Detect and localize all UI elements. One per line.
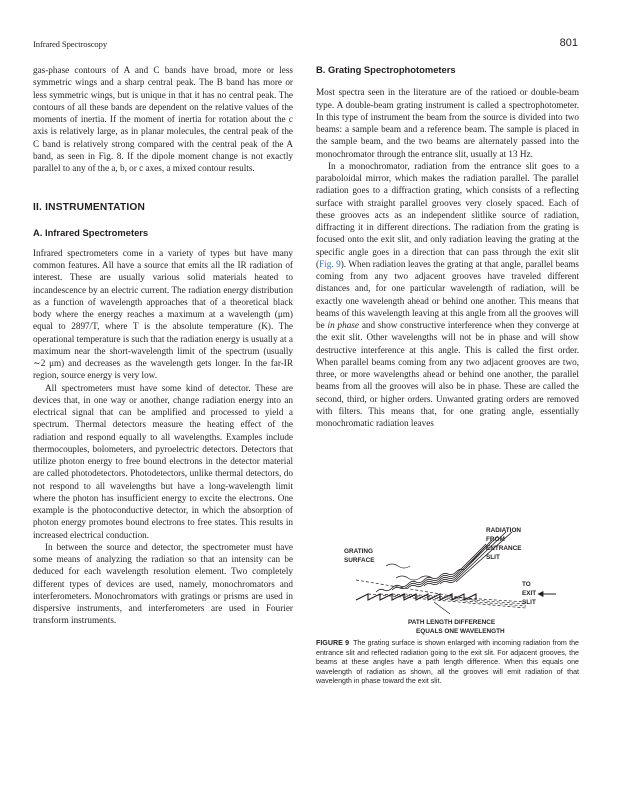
grating-diagram [316,520,579,635]
label-exit: EXIT [522,590,537,597]
section-heading-instrumentation: II. INSTRUMENTATION [33,202,146,214]
in-phase-emphasis: in phase [327,320,359,330]
label-radiation: RADIATION [486,527,522,534]
right-paragraph-2-part-a: In a monochromator, radiation from the entrance slit goes to a paraboloidal mirror, which makes the radiation parallel. The parallel radiation goes to a diffraction grating, which consists of a reflecting surface with straight parallel grooves very closely spaced. Each of these grooves acts as an independent slitlike source of radiation, diffracting it in different directions. The radiation from the grating is focused onto the exit slit, and only radiation leaving the grating at the specific angle goes in a direction that can pass through the exit slit ( [316,160,579,269]
figure-9-link[interactable]: Fig. 9 [319,258,341,269]
label-slit-entrance: SLIT [486,554,500,561]
label-surface: SURFACE [344,557,375,564]
right-paragraph-2-part-c: and show constructive interference when they converge at the exit slit. Other wavelengths will not be in phase and will show destructive interference at this angle. This is called the first order. When parallel beams coming from any two adjacent grooves are two, three, or more wavelengths ahead or behind one another, the parallel beams from all the grooves will also be in phase. These are called the second, third, or higher orders. Unwanted grating orders are removed with filters. This means that, for one grating angle, essentially monochromatic radiation leaves [316,320,580,428]
left-paragraph-3: All spectrometers must have some kind of detector. These are devices that, in one way or another, change radiation energy into an electrical signal that can be amplified and processed to yield a spectrum. Thermal detectors measure the heating effect of the radiation and respond equally to all wavelengths. Examples include thermocouples, bolometers, and pyroelectric detectors. Detectors that utilize photon energy to free bound electrons in the detector material are called photodetectors. Photodetectors, unlike thermal detectors, do not respond to all wavelengths but have a long-wavelength limit where the photon has insufficient energy to excite the electrons. One example is the photoconductive detector, in which the absorption of photon energy promotes bound electrons to free states. This results in increased electrical conduction. [33,382,293,540]
right-column [316,64,579,429]
label-grating: GRATING [344,548,373,555]
label-slit-exit: SLIT [522,599,536,606]
running-head: Infrared Spectroscopy [33,39,108,49]
right-paragraph-2 [316,160,579,430]
figure-caption [316,639,579,687]
figure-9 [316,520,579,687]
left-column [33,64,293,627]
subsection-heading-grating-spectrophotometers: B. Grating Spectrophotometers [316,64,456,75]
label-from: FROM [486,536,505,543]
label-equals-one-wavelength: EQUALS ONE WAVELENGTH [416,628,505,635]
left-paragraph-4: In between the source and detector, the spectrometer must have some means of analyzing the radiation so that an intensity can be deduced for each wavelength resolution element. Two completely different types of devices are used, namely, monochromators and interferometers. Monochromators with gratings or prisms are used in dispersive instruments, and interferometers are used in Fourier transform instruments. [33,541,293,626]
path-length-leader [434,602,450,614]
page-number: 801 [559,37,578,49]
caption-label: FIGURE 9 [316,639,350,647]
reflected-dashed-beams [356,580,526,608]
left-paragraph-1: gas-phase contours of A and C bands have broad, more or less symmetric wings and a sharp central peak. The B band has more or less symmetric wings, but is unique in that it has no central peak. The contours of all these bands are dependent on the relative values of the moments of inertia. If the moment of inertia for rotation about the c axis is relatively large, as in planar molecules, the central peak of the C band is relatively strong compared with the central peak of the A band, as seen in Fig. 8. If the dipole moment change is not exactly parallel to any of the a, b, or c axes, a mixed contour results. [33,65,293,173]
label-to: TO [522,581,531,588]
label-path-length-difference: PATH LENGTH DIFFERENCE [408,619,496,626]
path-length-marks [386,564,432,580]
label-entrance: ENTRANCE [486,545,522,552]
right-paragraph-1: Most spectra seen in the literature are of the ratioed or double-beam type. A double-beam grating instrument is called a spectrophotometer. In this type of instrument the beam from the source is divided into two beams: a sample beam and a reference beam. The sample is placed in the sample beam, and the two beams are alternately passed into the monochromator through the entrance slit, usually at 13 Hz. [316,87,579,159]
right-paragraph-2-part-b: ). When radiation leaves the grating at that angle, parallel beams coming from any two adjacent grooves have traveled different distances and, for one particular wavelength of radiation, will be exactly one wavelength ahead or behind one another. This means that beams of this wavelength leaving at this angle from all the grooves will be [316,258,579,330]
caption-text: The grating surface is shown enlarged with incoming radiation from the entrance slit and reflected radiation going to the exit slit. For adjacent grooves, the beams at these angles have a path length difference. When this equals one wavelength of radiation as shown, all the grooves will emit radiation of that wavelength in phase toward the exit slit. [316,639,580,686]
left-paragraph-2: Infrared spectrometers come in a variety of types but have many common features. All have a source that emits all the IR radiation of interest. These are usually various solid materials heated to incandescence by an electric current. The radiation energy distribution as a function of wavelength approaches that of a theoretical black body where the energy reaches a maximum at a wavelength (μm) equal to 2897/T, where T is the absolute temperature (K). The operational temperature is such that the radiation energy is usually at a maximum near the short-wavelength limit of the spectrum (usually ∼2 μm) and decreases as the wavelength gets longer. In the far-IR region, source energy is very low. [33,247,293,381]
subsection-heading-infrared-spectrometers: A. Infrared Spectrometers [33,226,149,238]
